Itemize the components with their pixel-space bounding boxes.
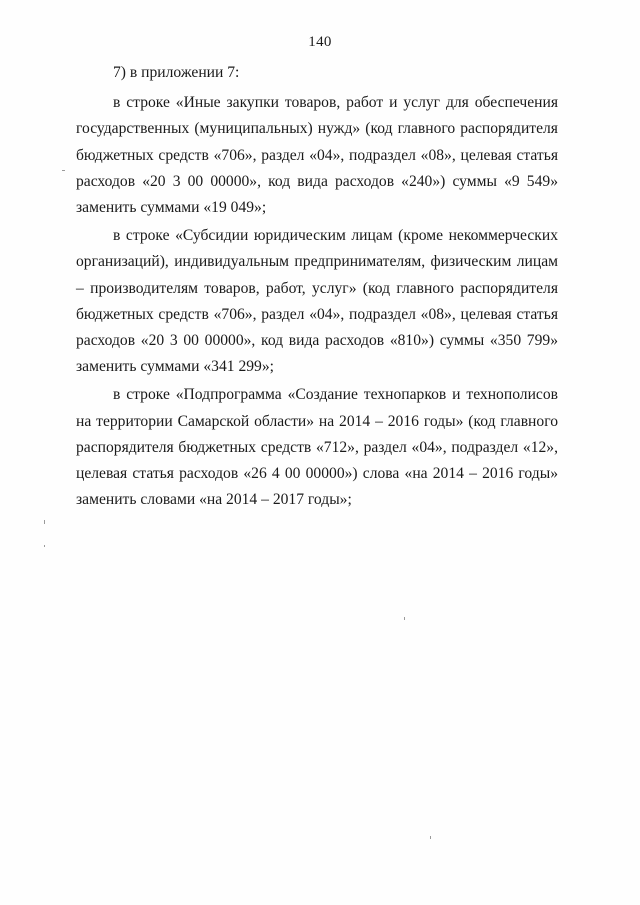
paragraph-purchases: в строке «Иные закупки товаров, работ и услуг для обеспечения государственных (муниципальных) нужд» (код главного распорядителя бюджетных средств «706», раздел «04», подраздел «08», целевая статья расходов «20 3 00 00000», код вида расходов «240») суммы «9 549» заменить суммами «19 049»; <box>76 94 558 217</box>
document-body <box>76 60 558 515</box>
scan-mark <box>44 520 45 524</box>
scan-mark <box>44 545 45 547</box>
paragraph-subprogram: в строке «Подпрограмма «Создание технопарков и технополисов на территории Самарской области» на 2014 – 2016 годы» (код главного распорядителя бюджетных средств «712», раздел «04», подраздел «12», целевая статья расходов «26 4 00 00000») слова «на 2014 – 2016 годы» заменить словами «на 2014 – 2017 годы»; <box>76 386 558 509</box>
paragraph-subsidies: в строке «Субсидии юридическим лицам (кроме некоммерческих организаций), индивидуальным предпринимателям, физическим лицам – производителям товаров, работ, услуг» (код главного распорядителя бюджетных средств «706», раздел «04», подраздел «08», целевая статья расходов «20 3 00 00000», код вида расходов «810») суммы «350 799» заменить суммами «341 299»; <box>76 227 558 376</box>
paragraph-appendix-heading: 7) в приложении 7: <box>113 64 240 81</box>
scan-mark <box>430 836 431 839</box>
scan-mark <box>404 617 405 620</box>
scan-mark <box>62 170 65 171</box>
page-number: 140 <box>308 34 332 50</box>
